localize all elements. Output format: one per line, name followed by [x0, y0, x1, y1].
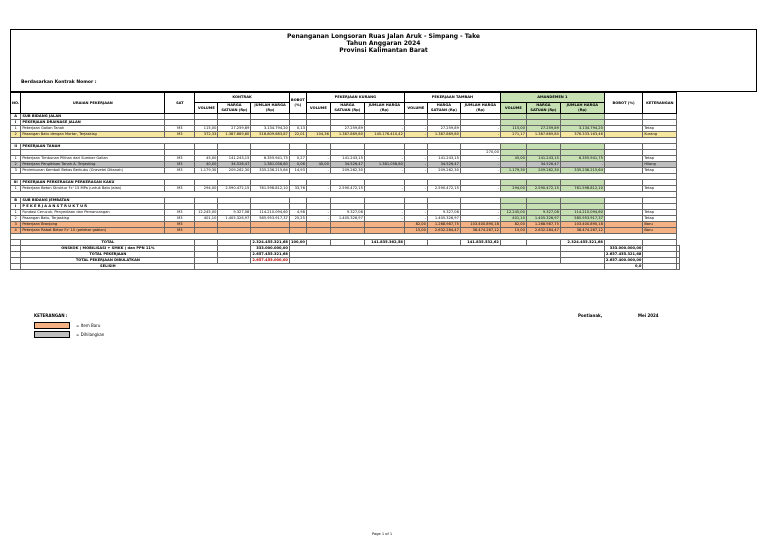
cell-th: 1.268.987,75 [427, 222, 460, 228]
cell-rh: 27.259,89 [330, 126, 364, 132]
onskok-amandemen: 333.000.000,00 [604, 246, 642, 252]
cell-kh: 141.243,15 [218, 156, 251, 162]
section-title: PEKERJAAN DRAINASE JALAN [21, 120, 165, 126]
cell-rh: 209.262,30 [330, 168, 364, 174]
cell-bb: 0,06 [289, 162, 306, 168]
cell-kj: 114.210.094,60 [251, 210, 289, 216]
cell-kv: 40,00 [195, 162, 218, 168]
cell-rj: - [364, 168, 404, 174]
cell-kv: 372,33 [195, 132, 218, 138]
col-a-jumlah: JUMLAH HARGA (Rp) [560, 103, 604, 114]
cell-aj: 103.400.890,18 [560, 222, 604, 228]
cell-th: 27.259,89 [427, 126, 460, 132]
cell-tj: - [460, 156, 500, 162]
col-k-harga: HARGA SATUAN (Rp) [218, 103, 251, 114]
cell-bb: 14,93 [289, 168, 306, 174]
cell-kj: 6.355.941,75 [251, 156, 289, 162]
cell-aj: - [560, 162, 604, 168]
cell-th: 34.526,47 [427, 162, 460, 168]
cell-kj: 761.598.812,10 [251, 186, 289, 192]
cell-text: Pasangan Batu dengan Mortar, Terjaskisg [21, 132, 165, 138]
total-kurang: 141.835.362,58 [364, 240, 404, 246]
total-bobot: 100,00 [291, 240, 305, 244]
cell-aj: 335.236.215,64 [560, 168, 604, 174]
cell-ket: Kurang [643, 132, 677, 138]
tp-kontrak: 2.657.455.321,68 [252, 252, 288, 256]
cell-text: Penimbunan Kembali Bekas Berkubu (Gravetel Ditanah) [21, 168, 165, 174]
document-header [10, 29, 757, 92]
signature-date: Mei 2024 [638, 313, 659, 318]
cell-kv: 12.245,00 [195, 210, 218, 216]
cell-ah: 2.590.472,15 [526, 186, 560, 192]
cell-av: 1.179,30 [500, 168, 526, 174]
cell-rj: - [364, 156, 404, 162]
cell-th: 1.405.326,97 [427, 216, 460, 222]
cell-rj: 145.176.410,42 [364, 132, 404, 138]
cell-kh: 209.262,30 [218, 168, 251, 174]
cell-tv: - [404, 162, 427, 168]
table-row [11, 168, 680, 174]
cell-tv: - [404, 156, 427, 162]
cell-tj: - [460, 126, 500, 132]
cell-kj: 335.236.215,64 [251, 168, 289, 174]
cell-tj: - [460, 216, 500, 222]
cell-text: Pasangan Batu, Terjaskisg [21, 216, 165, 222]
col-r-harga: HARGA SATUAN (Rp) [330, 103, 364, 114]
cell-ket: Tetap [643, 210, 677, 216]
cell-rh: 2.590.472,15 [330, 186, 364, 192]
tp-amandemen: 2.657.455.321,68 [605, 252, 642, 256]
cell-text: Pekerjaan Pengikisan Tanah A. Terjaskisg [21, 162, 165, 168]
cell-no: 2 [11, 132, 21, 138]
cell-av: 15,00 [500, 228, 526, 234]
cell-no: 2 [11, 216, 21, 222]
page-number: Page 1 of 1 [372, 532, 393, 536]
col-t-jumlah: JUMLAH HARGA (Rp) [460, 103, 500, 114]
cell-ah: 2.632.284,47 [526, 228, 560, 234]
onskok-label: ONSKOK ( MOBILISASI + SMKK ) dan PPN 11% [21, 246, 195, 252]
cell-kv: 401,10 [195, 216, 218, 222]
cell-kv: 1.179,30 [195, 168, 218, 174]
cell-rh: 1.405.326,97 [330, 216, 364, 222]
cell-av: 271,17 [500, 132, 526, 138]
cell-kh: 1.405.326,97 [218, 216, 251, 222]
cell-text: Pekerjaan Rabat Beton Fc' 10 (pelebar gabion) [21, 228, 165, 234]
total-kontrak: 2.324.455.321,68 [252, 240, 288, 244]
cell-rh: 141.243,15 [330, 156, 364, 162]
cell-tv: - [404, 126, 427, 132]
cell-tj: - [460, 168, 500, 174]
col-a-volume: VOLUME [500, 103, 526, 114]
cell-tj: 38.474.267,12 [460, 228, 500, 234]
selisih-label: SELISIH [21, 264, 195, 270]
cell-ah: 1.387.869,80 [526, 132, 560, 138]
section-title: SUB BIDANG JALAN [21, 114, 165, 120]
cell-sat: M3 [165, 186, 195, 192]
onskok-kontrak: 333.000.000,00 [251, 246, 289, 252]
col-a-harga: HARGA SATUAN (Rp) [526, 103, 560, 114]
cell-rj: - [364, 216, 404, 222]
legend-removed-swatch [34, 331, 70, 338]
cell-ket: Tetap [643, 186, 677, 192]
cell-ah: 9.327,08 [526, 210, 560, 216]
signature-place: Pontianak, [578, 313, 603, 318]
cell-ket: Baru [643, 228, 677, 234]
cell-kj: 516.809.683,87 [251, 132, 289, 138]
cell-tv: - [404, 210, 427, 216]
cell-rv: 40,00 [306, 162, 330, 168]
header-title-line2: Tahun Anggaran 2024 [346, 40, 421, 47]
section-title: P E K E R J A A N S T R U K T U R [21, 204, 165, 210]
cell-rv: - [306, 186, 330, 192]
cell-rj: - [364, 210, 404, 216]
cell-ket: Tetap [643, 216, 677, 222]
cell-rv: 104,36 [306, 132, 330, 138]
cell-text: Pekerjaan Bronjong [21, 222, 165, 228]
cell-ket: Tetap [643, 126, 677, 132]
cell-bb: 0,13 [289, 126, 306, 132]
cell-rv: - [306, 168, 330, 174]
cell-no: 1 [11, 156, 21, 162]
cell-bb: 4,98 [289, 210, 306, 216]
total-tambah: 141.835.532,62 [460, 240, 500, 246]
cell-rh: 34.526,47 [330, 162, 364, 168]
cell-th: 2.632.284,47 [427, 228, 460, 234]
cell-kj: 1.381.058,80 [251, 162, 289, 168]
cell-ah: 27.259,89 [526, 126, 560, 132]
section-no: I [11, 204, 21, 210]
legend-removed-label: = Dihilangkan [76, 332, 105, 337]
cell-ah: 1.405.326,97 [526, 216, 560, 222]
tpd-kontrak: 2.657.455.000,00 [252, 258, 288, 262]
table-header-row [11, 93, 680, 103]
cell-tj: 103.400.890,18 [460, 222, 500, 228]
cell-kh: 34.526,47 [218, 162, 251, 168]
cell-ah: 209.262,30 [526, 168, 560, 174]
cell-tv: - [404, 168, 427, 174]
cell-av: 45,00 [500, 156, 526, 162]
col-tambah: PEKERJAAN TAMBAH [404, 93, 500, 103]
cell-ah: 1.268.987,75 [526, 222, 560, 228]
cell-tj: - [460, 186, 500, 192]
cell-th: 2.590.472,15 [427, 186, 460, 192]
cell-ket: Hilang [643, 162, 677, 168]
cell-rj: - [364, 186, 404, 192]
cell-sat: M3 [165, 132, 195, 138]
section-no: B [11, 198, 21, 204]
cell-tj: - [460, 162, 500, 168]
cell-kh: 2.590.472,15 [218, 186, 251, 192]
cell-ah: 141.243,15 [526, 156, 560, 162]
col-t-volume: VOLUME [404, 103, 427, 114]
document-page [10, 29, 757, 536]
selisih-amandemen: 0,0 [604, 264, 642, 270]
cell-bb: 25,25 [289, 216, 306, 222]
cell-sat: M3 [165, 156, 195, 162]
tpd-label: TOTAL PEKERJAAN DIBULATKAN [21, 258, 195, 264]
cell-no: 3 [11, 222, 21, 228]
contract-number-label: Berdasarkan Kontrak Nomor : [21, 80, 97, 85]
col-kurang: PEKERJAAN KURANG [306, 93, 404, 103]
cell-tj: - [460, 210, 500, 216]
tp-label: TOTAL PEKERJAAN [21, 252, 195, 258]
cell-kh: 9.327,08 [218, 210, 251, 216]
cell-aj: 376.333.163,46 [560, 132, 604, 138]
cell-text: Pekerjaan Timbunan Pilihan dari Sumber Galian [21, 156, 165, 162]
cell-tv: - [404, 132, 427, 138]
cell-sat: M3 [165, 168, 195, 174]
cell-kh: 1.387.869,80 [218, 132, 251, 138]
cell-bb: 33,76 [289, 186, 306, 192]
cell-rv: - [306, 156, 330, 162]
cell-sat: M3 [165, 216, 195, 222]
col-bobot: BOBOT (%) [289, 93, 306, 114]
cell-no: 1 [11, 186, 21, 192]
cell-ket: Baru [643, 222, 677, 228]
col-t-harga: HARGA SATUAN (Rp) [427, 103, 460, 114]
cell-no: 2 [11, 162, 21, 168]
legend-new-swatch [34, 322, 70, 329]
cell-bb: 0,27 [289, 156, 306, 162]
work-items-table [10, 92, 680, 270]
cell-av: 82,00 [500, 222, 526, 228]
col-no: NO. [11, 93, 21, 114]
table-totals [11, 234, 680, 270]
col-keterangan: KETERANGAN [643, 93, 677, 114]
selisih-row [11, 264, 680, 270]
cell-kj: 3.134.794,20 [251, 126, 289, 132]
cell-tv: - [404, 216, 427, 222]
cell-kv: 294,00 [195, 186, 218, 192]
col-r-volume: VOLUME [306, 103, 330, 114]
col-kontrak: KONTRAK [195, 93, 289, 103]
cell-rj: 1.381.058,80 [364, 162, 404, 168]
cell-aj: 585.953.917,37 [560, 216, 604, 222]
cell-rv: - [306, 216, 330, 222]
col-r-jumlah: JUMLAH HARGA (Rp) [364, 103, 404, 114]
cell-rj: - [364, 126, 404, 132]
cell-th: 1.387.869,80 [427, 132, 460, 138]
cell-no: 4 [11, 228, 21, 234]
cell-text: Pekerjaan Beton Struktur Fc' 15 MPa (untuk Batu Jalan) [21, 186, 165, 192]
cell-th: 141.243,15 [427, 156, 460, 162]
cell-av: 401,10 [500, 216, 526, 222]
cell-av: 294,00 [500, 186, 526, 192]
cell-kv: 115,00 [195, 126, 218, 132]
cell-kj: 585.953.917,37 [251, 216, 289, 222]
cell-no: 1 [11, 210, 21, 216]
cell-sat: M3 [165, 162, 195, 168]
cell-bb: 22,01 [289, 132, 306, 138]
cell-av: 115,00 [500, 126, 526, 132]
legend-title: KETERANGAN : [34, 313, 68, 318]
legend-new-label: = Item Baru [76, 323, 101, 328]
cell-tv: - [404, 186, 427, 192]
section-no: III [11, 180, 21, 186]
cell-ah: 34.526,47 [526, 162, 560, 168]
cell-tv: 82,00 [404, 222, 427, 228]
cell-aj: 761.598.812,10 [560, 186, 604, 192]
total-label: TOTAL [21, 240, 195, 246]
cell-tj: 270,00 [460, 150, 500, 156]
cell-sat: M3 [165, 126, 195, 132]
cell-tj: - [460, 132, 500, 138]
cell-th: 209.262,30 [427, 168, 460, 174]
header-title-line1: Penanganan Longsoran Ruas Jalan Aruk - Simpang - Take [286, 33, 480, 40]
cell-sat: M3 [165, 210, 195, 216]
cell-aj: 114.210.094,60 [560, 210, 604, 216]
cell-tv: 15,00 [404, 228, 427, 234]
cell-aj: 6.355.941,75 [560, 156, 604, 162]
section-title: PEKERJAAN PERKERASAN PERKERASAN KAKU [21, 180, 165, 186]
cell-rh: 1.387.869,80 [330, 132, 364, 138]
cell-text: Pekerjaan Galian Tanah [21, 126, 165, 132]
section-title: SUB BIDANG JEMBATAN [21, 198, 165, 204]
cell-rh: 9.327,08 [330, 210, 364, 216]
cell-kv: 45,00 [195, 156, 218, 162]
col-amandemen: AMANDEMEN 1 [500, 93, 604, 103]
section-no: A [11, 114, 21, 120]
cell-ket: Tetap [643, 156, 677, 162]
cell-th: 9.327,08 [427, 210, 460, 216]
col-sat: SAT [165, 93, 195, 114]
cell-sat: M3 [165, 228, 195, 234]
cell-text: Fondasi Cerucuk, Penyediaan dan Pemancangan [21, 210, 165, 216]
cell-av: 12.245,00 [500, 210, 526, 216]
cell-aj: 3.134.794,20 [560, 126, 604, 132]
header-title-line3: Provinsi Kalimantan Barat [339, 47, 428, 54]
cell-ket: Tetap [643, 168, 677, 174]
section-no: II [11, 144, 21, 150]
section-no: I [11, 120, 21, 126]
section-title: PEKERJAAN TANAH [21, 144, 165, 150]
col-bobot2: BOBOT (%) [604, 93, 642, 114]
cell-sat: M3 [165, 222, 195, 228]
cell-rv: - [306, 210, 330, 216]
col-k-volume: VOLUME [195, 103, 218, 114]
col-uraian: URAIAN PEKERJAAN [21, 93, 165, 114]
tpd-amandemen: 2.657.400.000,00 [605, 258, 642, 262]
cell-no: 3 [11, 168, 21, 174]
cell-no: 1 [11, 126, 21, 132]
table-row [11, 186, 680, 192]
cell-aj: 38.474.267,12 [560, 228, 604, 234]
total-amandemen: 2.324.455.321,68 [560, 240, 604, 246]
table-body [11, 114, 680, 234]
col-k-jumlah: JUMLAH HARGA (Rp) [251, 103, 289, 114]
cell-kh: 27.259,89 [218, 126, 251, 132]
